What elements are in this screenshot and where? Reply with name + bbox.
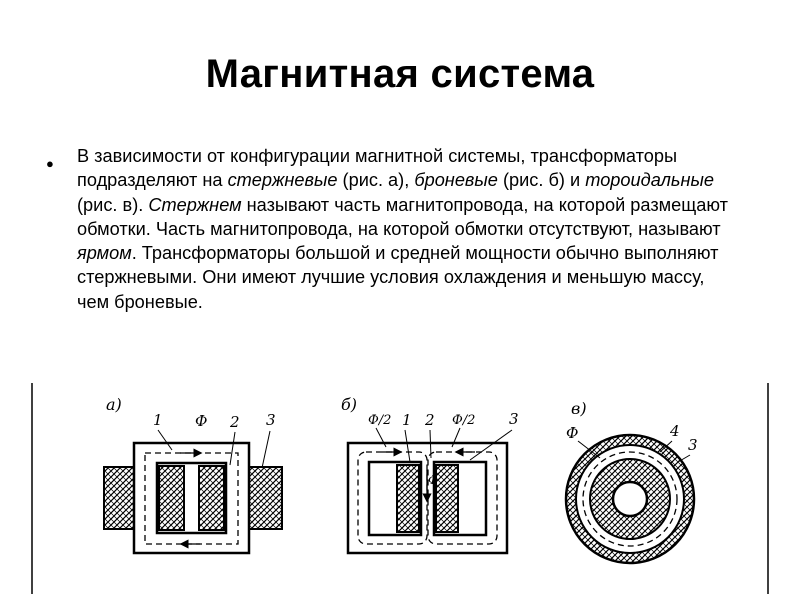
- text-run: (рис. в).: [77, 194, 149, 215]
- figure-a-core-type: [104, 395, 282, 553]
- term-toroidal: тороидальные: [585, 170, 714, 191]
- figure-v-label-phi: Ф: [566, 424, 579, 442]
- figure-a-label-2: 2: [230, 413, 240, 431]
- figure-a-label-1: 1: [153, 411, 163, 429]
- figure-b-winding-right: [436, 465, 458, 532]
- term-rod: стержневые: [227, 170, 338, 191]
- transformer-figures: [30, 376, 770, 594]
- figure-v-toroidal-type: [566, 399, 698, 563]
- figure-v-center-hole: [613, 482, 647, 516]
- figure-b-label-2: 2: [425, 411, 435, 429]
- term-core: Стержнем: [148, 194, 242, 215]
- figure-a-label-phi: Ф: [195, 412, 208, 430]
- slide-title: Магнитная система: [205, 52, 595, 96]
- figure-a-winding-left: [104, 467, 134, 529]
- text-run: называют часть магнитопровода, на которой размещают обмотки. Часть магнитопровода, на которой обмотки отсутствуют, называют: [77, 194, 728, 239]
- bullet-icon: ●: [46, 156, 54, 171]
- figure-a-leader: [262, 431, 270, 468]
- figure-b-label: б): [341, 395, 358, 414]
- figure-a-label: а): [106, 395, 122, 414]
- figure-a-label-3: 3: [266, 411, 276, 429]
- figure-v-label: в): [571, 399, 587, 418]
- figure-a-winding-inner-right: [199, 466, 224, 530]
- figure-b-label-phi-half-right: Ф/2: [452, 413, 476, 428]
- term-shell: броневые: [414, 170, 498, 191]
- figure-v-label-3: 3: [688, 436, 698, 454]
- figure-v-label-4: 4: [670, 422, 680, 440]
- text-run: В зависимости от конфигурации магнитной системы, трансформаторы подразделяют на: [77, 146, 678, 191]
- term-yoke: ярмом: [77, 243, 132, 264]
- figure-b-label-phi: Ф: [428, 473, 438, 487]
- body-paragraph: [77, 144, 737, 314]
- text-run: (рис. а),: [337, 170, 415, 191]
- figure-a-winding-inner-left: [159, 466, 184, 530]
- figure-b-winding-left: [397, 465, 419, 532]
- figure-b-label-phi-half-left: Ф/2: [368, 413, 392, 428]
- figure-b-shell-type: [341, 395, 519, 553]
- text-run: . Трансформаторы большой и средней мощности обычно выполняют стержневыми. Они имеют лучшие условия охлаждения и меньшую массу, чем броневые.: [77, 243, 719, 312]
- figure-a-winding-right: [249, 467, 282, 529]
- figure-b-label-1: 1: [402, 411, 412, 429]
- text-run: (рис. б) и: [497, 170, 586, 191]
- figure-b-label-3: 3: [509, 410, 519, 428]
